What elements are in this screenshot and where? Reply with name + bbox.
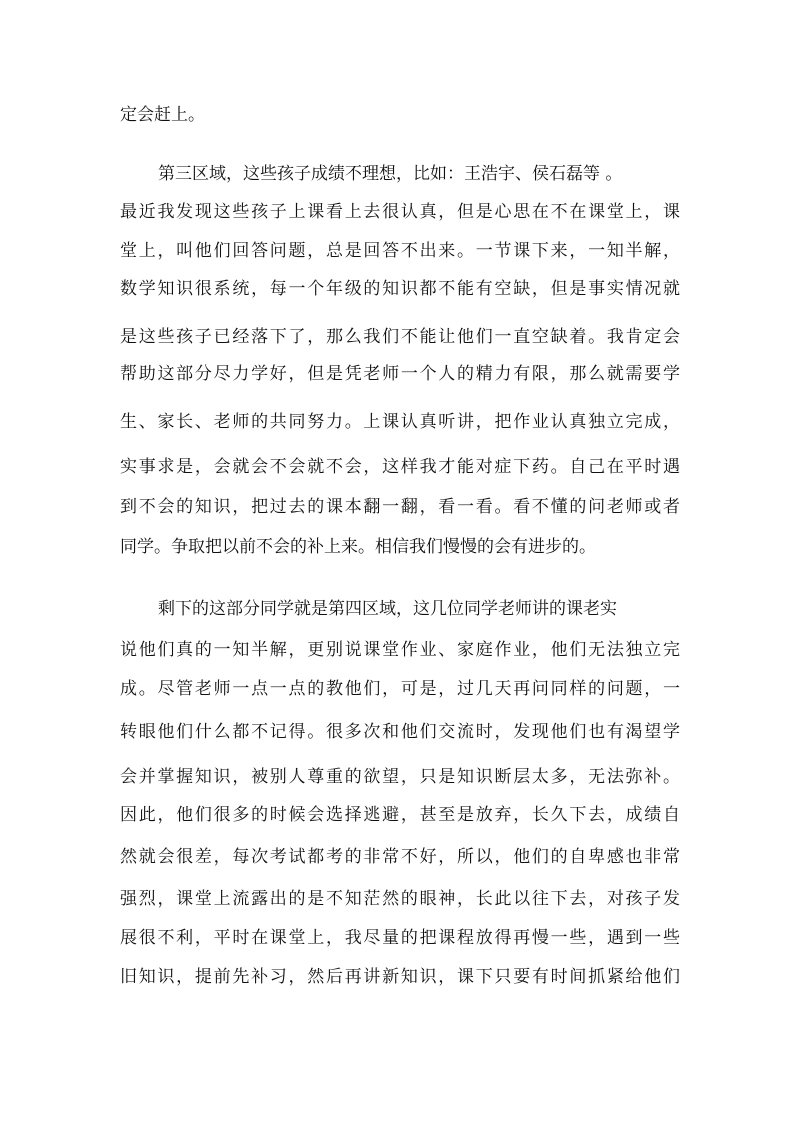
paragraph-line: 堂上，叫他们回答问题，总是回答不出来。一节课下来，一知半解，: [120, 241, 680, 261]
paragraph-line: 转眼他们什么都不记得。很多次和他们交流时，发现他们也有渴望学: [120, 722, 680, 742]
paragraph-line: 展很不利，平时在课堂上，我尽量的把课程放得再慢一些，遇到一些: [120, 928, 680, 948]
paragraph-line: 帮助这部分尽力学好，但是凭老师一个人的精力有限，那么就需要学: [120, 364, 680, 384]
paragraph-line: 第三区域，这些孩子成绩不理想，比如：王浩宇、侯石磊等 。: [158, 164, 623, 184]
paragraph-line: 会并掌握知识，被别人尊重的欲望，只是知识断层太多，无法弥补。: [120, 767, 680, 787]
paragraph-line: 然就会很差，每次考试都考的非常不好，所以，他们的自卑感也非常: [120, 847, 680, 867]
paragraph-line: 最近我发现这些孩子上课看上去很认真，但是心思在不在课堂上，课: [120, 202, 680, 222]
paragraph-line: 因此，他们很多的时候会选择逃避，甚至是放弃，长久下去，成绩自: [120, 805, 680, 825]
paragraph-line: 强烈，课堂上流露出的是不知茫然的眼神，长此以往下去，对孩子发: [120, 889, 680, 909]
paragraph-line: 生、家长、老师的共同努力。上课认真听讲，把作业认真独立完成，: [120, 412, 680, 432]
paragraph-line: 剩下的这部分同学就是第四区域，这几位同学老师讲的课老实: [158, 599, 617, 619]
paragraph-line: 数学知识很系统，每一个年级的知识都不能有空缺，但是事实情况就: [120, 279, 680, 299]
paragraph-line: 同学。争取把以前不会的补上来。相信我们慢慢的会有进步的。: [120, 537, 596, 557]
paragraph-line: 说他们真的一知半解，更别说课堂作业、家庭作业，他们无法独立完: [120, 640, 680, 660]
paragraph-line: 成。尽管老师一点一点的教他们，可是，过几天再问同样的问题，一: [120, 679, 680, 699]
paragraph-line: 是这些孩子已经落下了，那么我们不能让他们一直空缺着。我肯定会: [120, 327, 680, 347]
paragraph-line: 旧知识，提前先补习，然后再讲新知识，课下只要有时间抓紧给他们: [120, 967, 680, 987]
paragraph-line: 实事求是，会就会不会就不会，这样我才能对症下药。自己在平时遇: [120, 457, 680, 477]
paragraph-line: 定会赶上。: [120, 105, 205, 125]
paragraph-line: 到不会的知识，把过去的课本翻一翻，看一看。看不懂的问老师或者: [120, 497, 680, 517]
